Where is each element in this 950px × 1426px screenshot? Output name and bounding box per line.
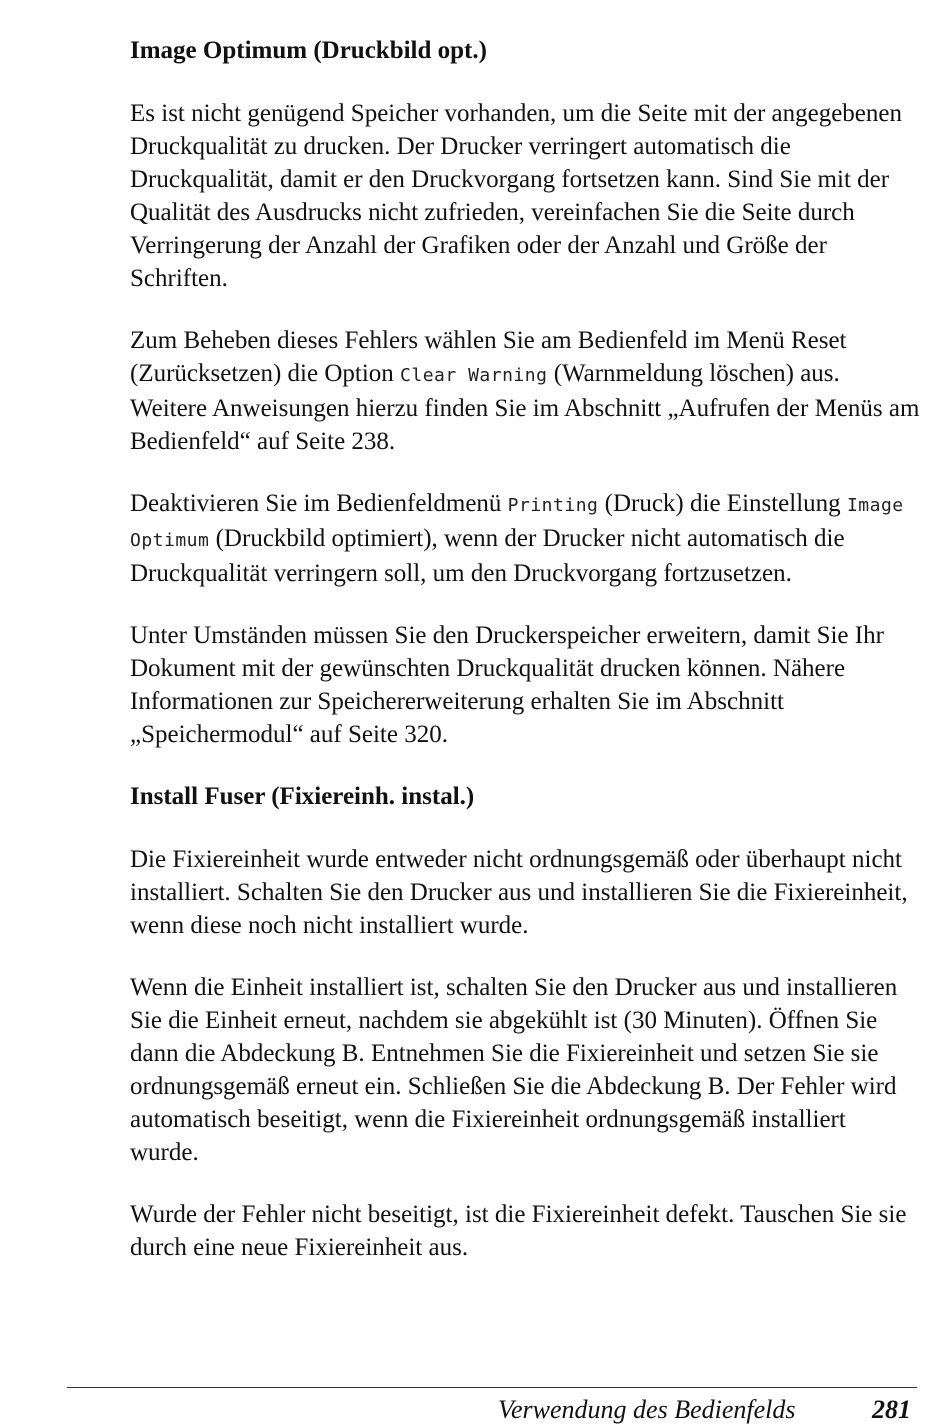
text-run: Zum Beheben dieses Fehlers wählen Sie am Bedienfeld im Menü Reset (Zurücksetzen) die Option [130,327,847,387]
paragraph-memory-insufficient: Es ist nicht genügend Speicher vorhanden, um die Seite mit der angegebenen Druckqualität zu drucken. Der Drucker verringert automatisch die Druckqualität, damit er den Druckvorgang fortsetzen kann. Sind Sie mit der Qualität des Ausdrucks nicht zufrieden, vereinfachen Sie die Seite durch Verringerung der Anzahl der Grafiken oder der Anzahl und Größe der Schriften. [130,100,902,292]
text-run: (Druck) die Einstellung [598,490,847,517]
text-run: (Druckbild optimiert), wenn der Drucker nicht automatisch die Druckqualität verringern soll, um den Druckvorgang fortzusetzen. [130,525,845,587]
footer-divider [67,1387,917,1388]
paragraph-clear-warning [130,324,920,458]
section-heading-image-optimum: Image Optimum (Druckbild opt.) [130,37,487,64]
paragraph-memory-expansion: Unter Umständen müssen Sie den Druckerspeicher erweitern, damit Sie Ihr Dokument mit der gewünschten Druckqualität drucken können. Nähere Informationen zur Speichererweiterung erhalten Sie im Abschnitt „Speichermodul“ auf Seite 320. [130,622,884,748]
footer-page-number: 281 [872,1395,911,1424]
setting-name-code: Image Optimum [130,495,904,551]
footer-chapter-title: Verwendung des Bedienfelds [498,1395,796,1424]
section-heading-install-fuser: Install Fuser (Fixiereinh. instal.) [130,783,475,810]
text-run: Deaktivieren Sie im Bedienfeldmenü [130,490,508,517]
paragraph-reinstall-fuser: Wenn die Einheit installiert ist, schalten Sie den Drucker aus und installieren Sie die Einheit erneut, nachdem sie abgekühlt ist (30 Minuten). Öffnen Sie dann die Abdeckung B. Entnehmen Sie die Fixiereinheit und setzen Sie sie ordnungsgemäß erneut ein. Schließen Sie die Abdeckung B. Der Fehler wird automatisch beseitigt, wenn die Fixiereinheit ordnungsgemäß installiert wurde. [130,974,898,1166]
menu-name-code: Printing [507,495,599,516]
paragraph-fuser-defect: Wurde der Fehler nicht beseitigt, ist die Fixiereinheit defekt. Tauschen Sie sie durch eine neue Fixiereinheit aus. [130,1201,907,1261]
paragraph-fuser-not-installed: Die Fixiereinheit wurde entweder nicht ordnungsgemäß oder überhaupt nicht installiert. Schalten Sie den Drucker aus und installieren Sie die Fixiereinheit, wenn diese noch nicht installiert wurde. [130,846,908,939]
menu-option-code: Clear Warning [400,365,548,386]
paragraph-disable-image-optimum [130,487,920,590]
text-run: (Warnmeldung löschen) aus. Weitere Anweisungen hierzu finden Sie im Abschnitt „Aufrufen der Menüs am Bedienfeld“ auf Seite 238. [130,360,920,455]
page-content [130,34,920,1264]
